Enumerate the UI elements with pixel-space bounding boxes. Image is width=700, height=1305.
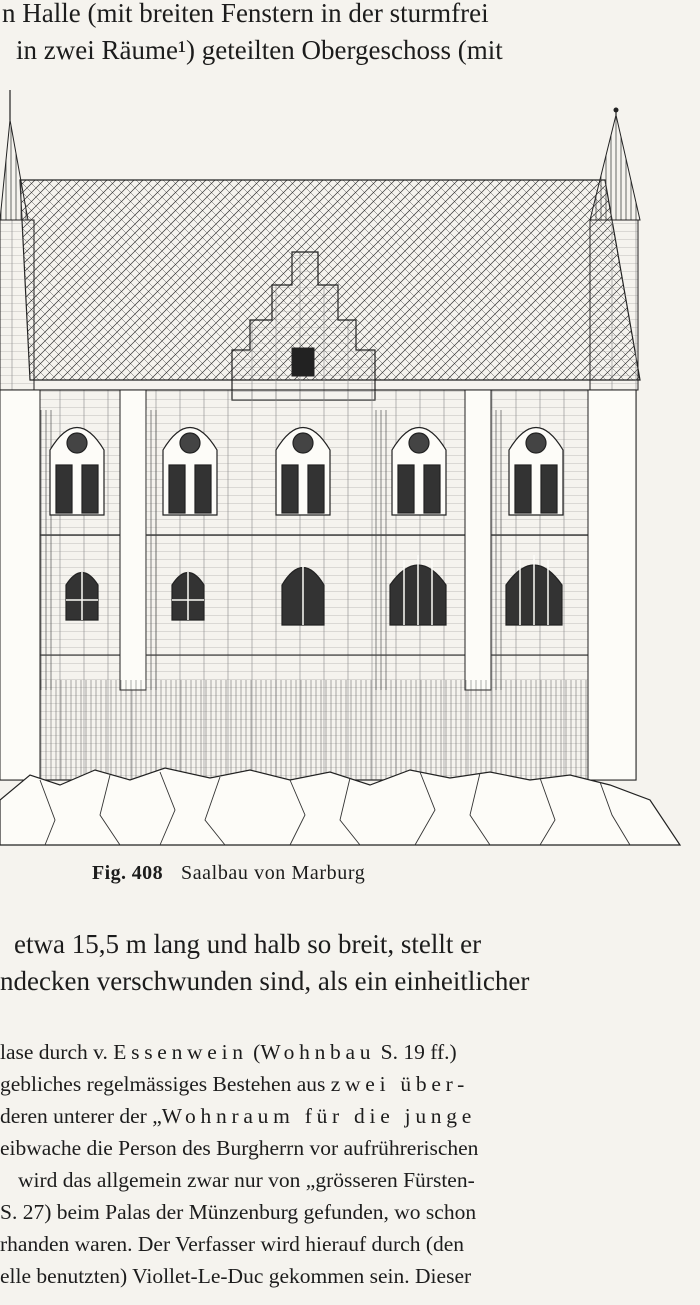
right-tower [590,220,638,390]
footnote-line [0,1106,476,1128]
right-spire [590,115,640,220]
body-text-line: in zwei Räume¹) geteilten Obergeschoss (mit [16,35,503,65]
footnote-spaced-fragment: Wohnraum für die junge [161,1104,477,1128]
footnote-line: eibwache die Person des Burgherrn vor aufrührerischen [0,1136,479,1160]
left-spire [0,120,28,220]
figure-caption [92,862,365,885]
footnote-fragment: deren unterer der „ [0,1104,162,1128]
footnote-spaced-fragment: zwei über- [330,1072,469,1096]
footnote-fragment: ( [247,1040,261,1064]
body-text-line: etwa 15,5 m lang und halb so breit, stellt er [14,929,482,959]
figure-label: Fig. 408 [92,862,163,884]
footnote-line [0,1074,469,1096]
gable-window [292,348,314,376]
footnote-line: elle benutzten) Viollet-Le-Duc gekommen sein. Dieser [0,1264,472,1288]
footnote-spaced-fragment: Wohnbau [260,1040,376,1064]
footnote-spaced-fragment: Essenwein [113,1040,248,1064]
body-text-line: n Halle (mit breiten Fenstern in der sturmfrei [2,0,489,28]
footnote-line: wird das allgemein zwar nur von „grösseren Fürsten- [18,1168,475,1192]
footnote-fragment: S. 19 ff.) [375,1040,457,1064]
footnote-line: rhanden waren. Der Verfasser wird hierauf durch (den [0,1232,465,1256]
body-text-line: ndecken verschwunden sind, als ein einheitlicher [0,966,530,996]
foundation [40,680,588,780]
left-tower [0,220,34,390]
building-illustration [0,80,700,850]
footnote-fragment: lase durch v. [0,1040,114,1064]
footnote-fragment: gebliches regelmässiges Bestehen aus [0,1072,331,1096]
footnote-line [0,1042,457,1064]
footnote-line: S. 27) beim Palas der Münzenburg gefunden, wo schon [0,1200,477,1224]
figure-caption-text: Saalbau von Marburg [180,862,366,884]
